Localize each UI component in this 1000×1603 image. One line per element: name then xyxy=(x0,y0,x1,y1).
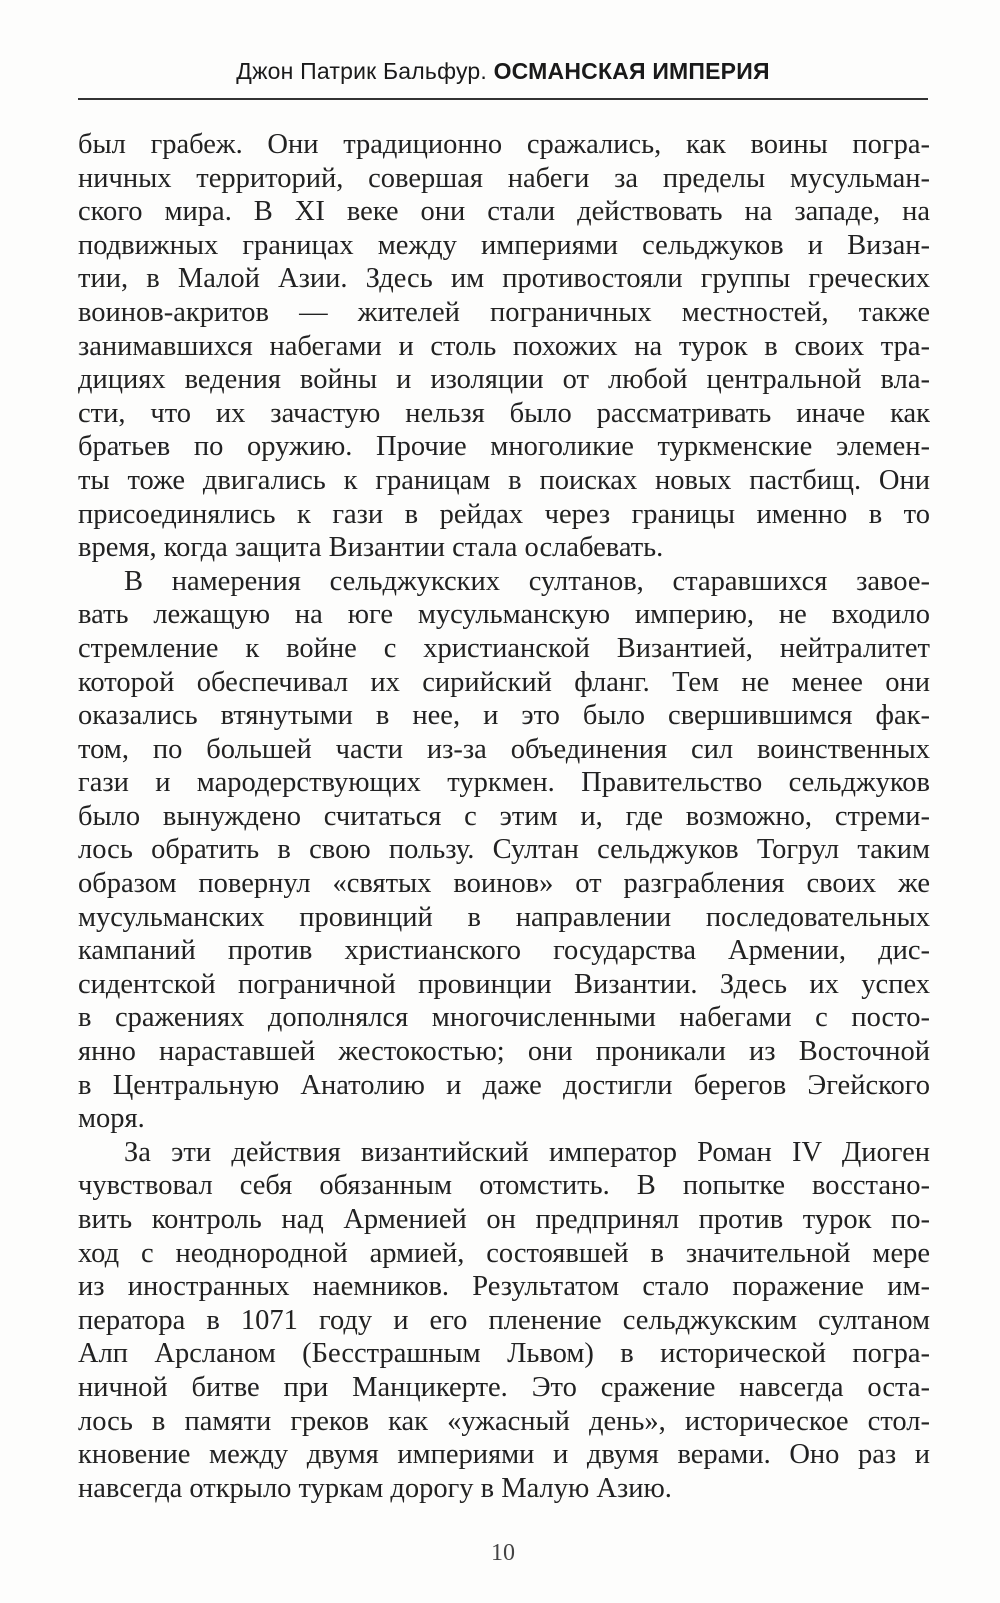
text-line: занимавшихся набегами и столь похожих на турок в своих тра- xyxy=(78,330,930,362)
text-line: дициях ведения войны и изоляции от любой центральной вла- xyxy=(78,364,930,396)
text-line: том, по большей части из-за объединения сил воинственных xyxy=(78,733,930,765)
text-line: кампаний против христианского государства Армении, дис- xyxy=(78,935,930,967)
text-line: стремление к войне с христианской Византией, нейтралитет xyxy=(78,632,930,664)
text-line: в Центральную Анатолию и даже достигли берегов Эгейского xyxy=(78,1069,930,1101)
text-line: кновение между двумя империями и двумя верами. Оно раз и xyxy=(78,1439,930,1471)
text-line: в сражениях дополнялся многочисленными набегами с посто- xyxy=(78,1002,930,1034)
text-line: мусульманских провинций в направлении последовательных xyxy=(78,901,930,933)
text-line: ход с неоднородной армией, состоявшей в значительной мере xyxy=(78,1237,930,1269)
running-head xyxy=(78,56,928,86)
text-line: братьев по оружию. Прочие многоликие туркменские элемен- xyxy=(78,431,930,463)
text-line: навсегда открыло туркам дорогу в Малую Азию. xyxy=(78,1472,672,1504)
header-rule xyxy=(78,98,928,100)
text-line: ничных территорий, совершая набеги за пределы мусульман- xyxy=(78,162,930,194)
text-line: тии, в Малой Азии. Здесь им противостояли группы греческих xyxy=(78,263,930,295)
text-line: гази и мародерствующих туркмен. Правительство сельджуков xyxy=(78,767,930,799)
text-line: ничной битве при Манцикерте. Это сражение навсегда оста- xyxy=(78,1371,930,1403)
text-line: вать лежащую на юге мусульманскую империю, не входило xyxy=(78,599,930,631)
text-line: Алп Арсланом (Бесстрашным Львом) в исторической погра- xyxy=(78,1338,930,1370)
text-line: ты тоже двигались к границам в поисках новых пастбищ. Они xyxy=(78,464,930,496)
text-line: из иностранных наемников. Результатом стало поражение им- xyxy=(78,1271,930,1303)
text-line: ператора в 1071 году и его пленение сельджукским султаном xyxy=(78,1304,930,1336)
paragraph xyxy=(78,128,930,565)
text-line: чувствовал себя обязанным отомстить. В попытке восстано- xyxy=(78,1170,930,1202)
text-line: подвижных границах между империями сельджуков и Визан- xyxy=(78,229,930,261)
page-number: 10 xyxy=(491,1540,515,1566)
text-line: оказались втянутыми в нее, и это было свершившимся фак- xyxy=(78,700,930,732)
text-line: лось в памяти греков как «ужасный день», историческое стол- xyxy=(78,1405,930,1437)
text-line: В намерения сельджукских султанов, старавшихся завое- xyxy=(124,565,930,597)
text-line: образом повернул «святых воинов» от разграбления своих же xyxy=(78,868,930,900)
paragraph xyxy=(78,565,930,1136)
text-line: моря. xyxy=(78,1103,145,1135)
text-line: сти, что их зачастую нельзя было рассматривать иначе как xyxy=(78,397,930,429)
text-line: вить контроль над Арменией он предпринял против турок по- xyxy=(78,1204,930,1235)
text-line: время, когда защита Византии стала ослабевать. xyxy=(78,532,664,564)
text-line: За эти действия византийский император Роман IV Диоген xyxy=(124,1136,930,1168)
text-line: присоединялись к гази в рейдах через границы именно в то xyxy=(78,498,930,530)
book-title: ОСМАНСКАЯ ИМПЕРИЯ xyxy=(493,58,770,84)
text-line: янно нараставшей жестокостью; они проникали из Восточной xyxy=(78,1036,930,1068)
text-line: было вынуждено считаться с этим и, где возможно, стреми- xyxy=(78,800,930,832)
paragraph xyxy=(78,1136,930,1506)
text-line: был грабеж. Они традиционно сражались, как воины погра- xyxy=(78,129,930,160)
text-line: которой обеспечивал их сирийский фланг. Тем не менее они xyxy=(78,666,930,698)
text-line: ского мира. В XI веке они стали действовать на западе, на xyxy=(78,196,930,228)
text-line: сидентской пограничной провинции Византии. Здесь их успех xyxy=(78,968,930,1000)
text-line: лось обратить в свою пользу. Султан сельджуков Тогрул таким xyxy=(78,834,930,866)
text-line: воинов-акритов — жителей пограничных местностей, также xyxy=(78,296,930,328)
author-name: Джон Патрик Бальфур. xyxy=(236,58,487,84)
body-text xyxy=(78,128,930,1505)
